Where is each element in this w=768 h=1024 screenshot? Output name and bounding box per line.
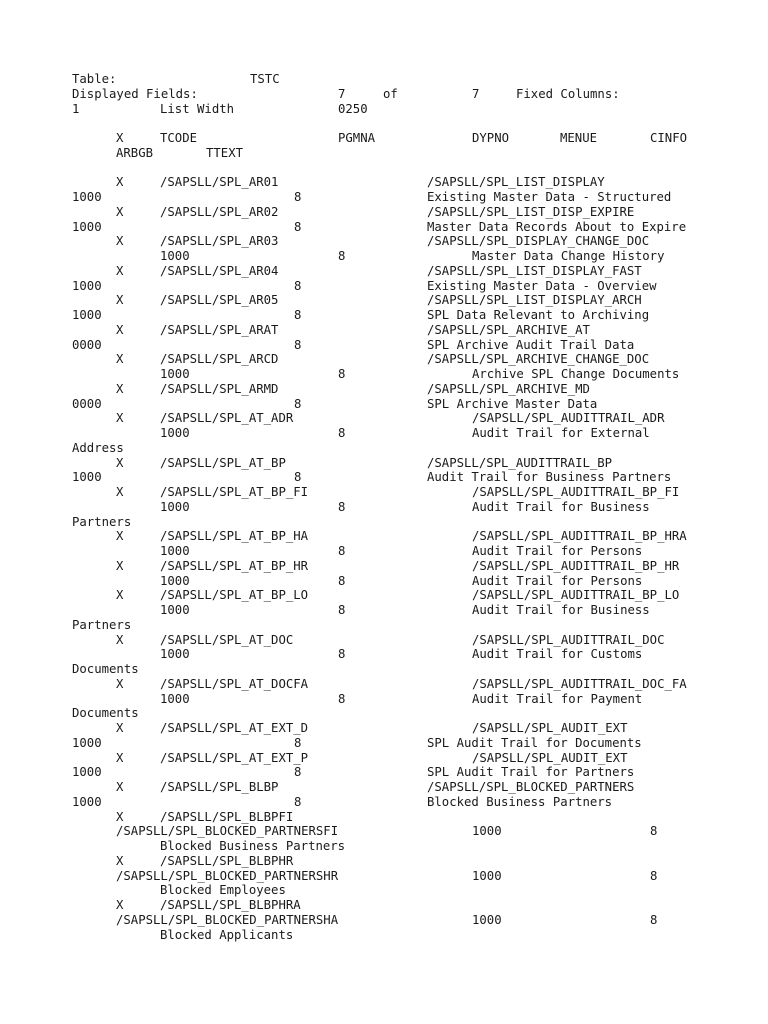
listing-cell: X [116, 721, 124, 735]
listing-cell: X [116, 529, 124, 544]
listing-line [0, 87, 768, 102]
listing-cell: /SAPSLL/SPL_LIST_DISP_EXPIRE [427, 204, 635, 219]
listing-cell: /SAPSLL/SPL_AUDITTRAIL_DOC [472, 632, 665, 647]
listing-cell: X [116, 558, 124, 573]
listing-line [0, 869, 768, 884]
listing-cell: /SAPSLL/SPL_ARCHIVE_AT [427, 322, 590, 337]
listing-cell: /SAPSLL/SPL_AUDITTRAIL_DOC_FA [472, 676, 687, 691]
listing-line [0, 131, 768, 146]
listing-cell: X [116, 750, 124, 765]
listing-cell: 8 [294, 278, 302, 293]
listing-cell: /SAPSLL/SPL_AR01 [160, 175, 279, 190]
listing-cell: /SAPSLL/SPL_BLOCKED_PARTNERS [427, 780, 635, 794]
listing-cell: 1000 [72, 190, 102, 204]
listing-cell: /SAPSLL/SPL_DISPLAY_CHANGE_DOC [427, 234, 650, 249]
listing-cell: X [116, 131, 124, 145]
listing-line [0, 559, 768, 574]
listing-line [0, 426, 768, 441]
listing-cell: SPL Archive Audit Trail Data [427, 337, 635, 352]
listing-cell: X [116, 352, 124, 367]
listing-cell: X [116, 809, 124, 824]
listing-cell: /SAPSLL/SPL_AR04 [160, 263, 279, 278]
listing-cell: /SAPSLL/SPL_ARCHIVE_MD [427, 381, 590, 396]
listing-cell: Blocked Business Partners [160, 839, 346, 853]
listing-line [0, 323, 768, 338]
listing-cell: Documents [72, 662, 139, 676]
listing-cell: /SAPSLL/SPL_BLBPHR [160, 853, 294, 868]
listing-line [0, 647, 768, 662]
listing-cell: 8 [650, 912, 658, 927]
listing-line [0, 588, 768, 603]
listing-cell: /SAPSLL/SPL_AUDITTRAIL_BP [427, 455, 613, 470]
listing-cell: 8 [338, 544, 346, 558]
listing-line [0, 352, 768, 367]
listing-cell: Audit Trail for Business [472, 499, 650, 514]
listing-cell: Existing Master Data - Overview [427, 278, 657, 293]
listing-cell: 8 [338, 573, 346, 588]
listing-line [0, 839, 768, 854]
listing-cell: X [116, 632, 124, 647]
listing-cell: List Width [160, 101, 235, 116]
listing-cell: 8 [338, 426, 346, 440]
listing-line [0, 367, 768, 382]
listing-cell: SPL Audit Trail for Partners [427, 765, 635, 780]
listing-cell: 8 [650, 868, 658, 883]
listing-cell: Audit Trail for Business Partners [427, 470, 672, 485]
listing-cell: 7 [472, 86, 480, 101]
listing-cell: /SAPSLL/SPL_BLBPHRA [160, 898, 301, 912]
listing-cell: /SAPSLL/SPL_AR03 [160, 234, 279, 249]
listing-cell: Documents [72, 706, 139, 721]
listing-cell: 1000 [72, 308, 102, 322]
listing-cell: 1000 [472, 912, 502, 927]
listing-cell: /SAPSLL/SPL_AR05 [160, 293, 279, 308]
listing-cell: X [116, 175, 124, 190]
listing-cell: 1000 [72, 735, 102, 750]
listing-cell: 8 [338, 249, 346, 263]
listing-line [0, 751, 768, 766]
listing-cell: /SAPSLL/SPL_AT_DOC [160, 632, 294, 647]
listing-cell: 1000 [72, 470, 102, 485]
listing-cell: 1000 [160, 426, 190, 440]
listing-cell: Partners [72, 617, 132, 632]
listing-cell: /SAPSLL/SPL_LIST_DISPLAY [427, 175, 605, 190]
listing-line [0, 854, 768, 869]
listing-cell: X [116, 381, 124, 396]
listing-line [0, 515, 768, 530]
listing-cell: SPL Archive Master Data [427, 396, 598, 411]
listing-cell: Fixed Columns: [516, 86, 620, 101]
listing-line [0, 338, 768, 353]
listing-cell: /SAPSLL/SPL_ARCHIVE_CHANGE_DOC [427, 352, 650, 367]
listing-cell: 8 [294, 470, 302, 485]
listing-cell: Audit Trail for Payment [472, 691, 643, 706]
listing-cell: /SAPSLL/SPL_ARCD [160, 352, 279, 367]
listing-cell: /SAPSLL/SPL_AUDITTRAIL_BP_HR [472, 558, 680, 573]
listing-cell: 1000 [72, 219, 102, 234]
listing-cell: /SAPSLL/SPL_LIST_DISPLAY_FAST [427, 263, 642, 278]
listing-line [0, 146, 768, 161]
listing-cell: X [116, 411, 124, 426]
listing-line [0, 234, 768, 249]
listing-cell: /SAPSLL/SPL_AT_BP [160, 455, 286, 470]
listing-cell: Master Data Change History [472, 249, 665, 263]
listing-cell: /SAPSLL/SPL_AUDIT_EXT [472, 721, 628, 735]
listing-cell: 1000 [160, 573, 190, 588]
listing-cell: 1000 [160, 691, 190, 706]
listing-cell: Audit Trail for External [472, 426, 650, 440]
listing-line [0, 72, 768, 87]
listing-cell: /SAPSLL/SPL_AT_BP_FI [160, 485, 309, 499]
listing-cell: /SAPSLL/SPL_BLBP [160, 780, 279, 794]
listing-line [0, 780, 768, 795]
listing-cell: Blocked Employees [160, 883, 286, 898]
listing-cell: /SAPSLL/SPL_AT_EXT_D [160, 721, 309, 735]
listing-cell: /SAPSLL/SPL_AT_EXT_P [160, 750, 309, 765]
listing-cell: X [116, 322, 124, 337]
listing-line [0, 500, 768, 515]
listing-cell: SPL Data Relevant to Archiving [427, 308, 650, 322]
listing-cell: /SAPSLL/SPL_BLOCKED_PARTNERSHA [116, 912, 339, 927]
listing-line [0, 633, 768, 648]
listing-line [0, 205, 768, 220]
listing-line [0, 308, 768, 323]
listing-cell: 1000 [160, 367, 190, 381]
listing-cell: CINFO [650, 131, 688, 145]
listing-cell: 1000 [160, 544, 190, 558]
listing-cell: X [116, 898, 124, 912]
listing-cell: Address [72, 440, 124, 455]
listing-line [0, 190, 768, 205]
listing-line [0, 470, 768, 485]
listing-cell: 8 [294, 765, 302, 780]
listing-cell: SPL Audit Trail for Documents [427, 735, 642, 750]
listing-line [0, 765, 768, 780]
listing-cell: /SAPSLL/SPL_AT_DOCFA [160, 676, 309, 691]
listing-line [0, 883, 768, 898]
listing-cell: TTEXT [206, 145, 244, 160]
listing-cell: /SAPSLL/SPL_AT_BP_HR [160, 558, 309, 573]
listing-cell: 8 [294, 794, 302, 809]
listing-cell: 8 [338, 367, 346, 381]
listing-cell: /SAPSLL/SPL_AR02 [160, 204, 279, 219]
listing-line [0, 264, 768, 279]
listing-line [0, 662, 768, 677]
listing-cell: 1000 [160, 603, 190, 617]
listing-line [0, 603, 768, 618]
listing-cell: 1 [72, 101, 80, 116]
listing-line [0, 529, 768, 544]
listing-cell: /SAPSLL/SPL_ARMD [160, 381, 279, 396]
listing-cell: MENUE [560, 131, 598, 145]
listing-cell: 8 [338, 499, 346, 514]
listing-line [0, 618, 768, 633]
listing-cell: Partners [72, 514, 132, 529]
listing-line [0, 736, 768, 751]
listing-cell: Audit Trail for Persons [472, 573, 643, 588]
listing-line [0, 411, 768, 426]
listing-cell: Archive SPL Change Documents [472, 367, 680, 381]
listing-cell: Audit Trail for Persons [472, 544, 643, 558]
listing-cell: X [116, 676, 124, 691]
listing-cell: /SAPSLL/SPL_AT_BP_HA [160, 529, 309, 544]
listing-cell: /SAPSLL/SPL_AUDITTRAIL_BP_HRA [472, 529, 687, 544]
listing-cell: Blocked Applicants [160, 927, 294, 942]
listing-line [0, 795, 768, 810]
listing-cell: 1000 [160, 647, 190, 662]
listing-line [0, 928, 768, 943]
listing-line [0, 441, 768, 456]
listing-cell: /SAPSLL/SPL_AUDIT_EXT [472, 750, 628, 765]
listing-cell: Existing Master Data - Structured [427, 190, 672, 204]
listing-cell: /SAPSLL/SPL_BLOCKED_PARTNERSFI [116, 824, 339, 839]
listing-cell: 1000 [160, 249, 190, 263]
listing-cell: ARBGB [116, 145, 154, 160]
listing-cell: X [116, 485, 124, 499]
listing-cell: /SAPSLL/SPL_BLOCKED_PARTNERSHR [116, 868, 339, 883]
listing-cell: TSTC [250, 72, 280, 86]
listing-cell: 8 [294, 308, 302, 322]
listing-cell: X [116, 293, 124, 308]
listing-cell: /SAPSLL/SPL_AT_ADR [160, 411, 294, 426]
listing-cell: of [383, 86, 398, 101]
listing-line [0, 397, 768, 412]
listing-cell: 1000 [472, 824, 502, 839]
listing-line [0, 721, 768, 736]
listing-cell: X [116, 588, 124, 603]
listing-line [0, 810, 768, 825]
listing-cell: X [116, 853, 124, 868]
listing-cell: Table: [72, 72, 117, 86]
listing-line [0, 692, 768, 707]
listing-line [0, 249, 768, 264]
listing-line [0, 279, 768, 294]
listing-line [0, 175, 768, 190]
listing-cell: 8 [338, 603, 346, 617]
listing-line [0, 102, 768, 117]
listing-cell: 8 [294, 190, 302, 204]
listing-line [0, 382, 768, 397]
listing-cell: TCODE [160, 131, 198, 145]
listing-cell: 1000 [72, 765, 102, 780]
listing-line [0, 293, 768, 308]
listing-cell: 7 [338, 86, 346, 101]
listing-line [0, 544, 768, 559]
listing-cell: 0000 [72, 396, 102, 411]
listing-line [0, 456, 768, 471]
listing-cell: PGMNA [338, 131, 376, 145]
listing-cell: /SAPSLL/SPL_AT_BP_LO [160, 588, 309, 603]
listing-cell: 0000 [72, 337, 102, 352]
listing-cell: 8 [650, 824, 658, 839]
listing-cell: /SAPSLL/SPL_BLBPFI [160, 809, 294, 824]
listing-cell: 8 [338, 691, 346, 706]
listing-cell: /SAPSLL/SPL_ARAT [160, 322, 279, 337]
listing-cell: X [116, 455, 124, 470]
listing-line [0, 116, 768, 131]
listing-cell: /SAPSLL/SPL_AUDITTRAIL_BP_LO [472, 588, 680, 603]
listing-line [0, 824, 768, 839]
listing-cell: Blocked Business Partners [427, 794, 613, 809]
listing-line [0, 898, 768, 913]
listing-cell: /SAPSLL/SPL_AUDITTRAIL_BP_FI [472, 485, 680, 499]
listing-line [0, 677, 768, 692]
listing-cell: X [116, 780, 124, 794]
listing-cell: 8 [294, 396, 302, 411]
listing-line [0, 913, 768, 928]
listing-line [0, 574, 768, 589]
listing-cell: 0250 [338, 101, 368, 116]
listing-cell: 8 [294, 219, 302, 234]
listing-line [0, 161, 768, 176]
listing-cell: 8 [338, 647, 346, 662]
listing-cell: 8 [294, 735, 302, 750]
listing-line [0, 706, 768, 721]
listing-cell: 8 [294, 337, 302, 352]
listing-cell: 1000 [472, 868, 502, 883]
listing-cell: Audit Trail for Business [472, 603, 650, 617]
listing-cell: Audit Trail for Customs [472, 647, 643, 662]
listing-cell: X [116, 234, 124, 249]
listing-cell: 1000 [72, 794, 102, 809]
listing-cell: /SAPSLL/SPL_LIST_DISPLAY_ARCH [427, 293, 642, 308]
listing-cell: Displayed Fields: [72, 86, 198, 101]
listing-cell: X [116, 263, 124, 278]
listing-line [0, 220, 768, 235]
listing-cell: 1000 [160, 499, 190, 514]
listing-cell: DYPNO [472, 131, 510, 145]
listing-line [0, 485, 768, 500]
listing-cell: X [116, 204, 124, 219]
listing-cell: 1000 [72, 278, 102, 293]
listing-cell: /SAPSLL/SPL_AUDITTRAIL_ADR [472, 411, 665, 426]
listing-cell: Master Data Records About to Expire [427, 219, 687, 234]
